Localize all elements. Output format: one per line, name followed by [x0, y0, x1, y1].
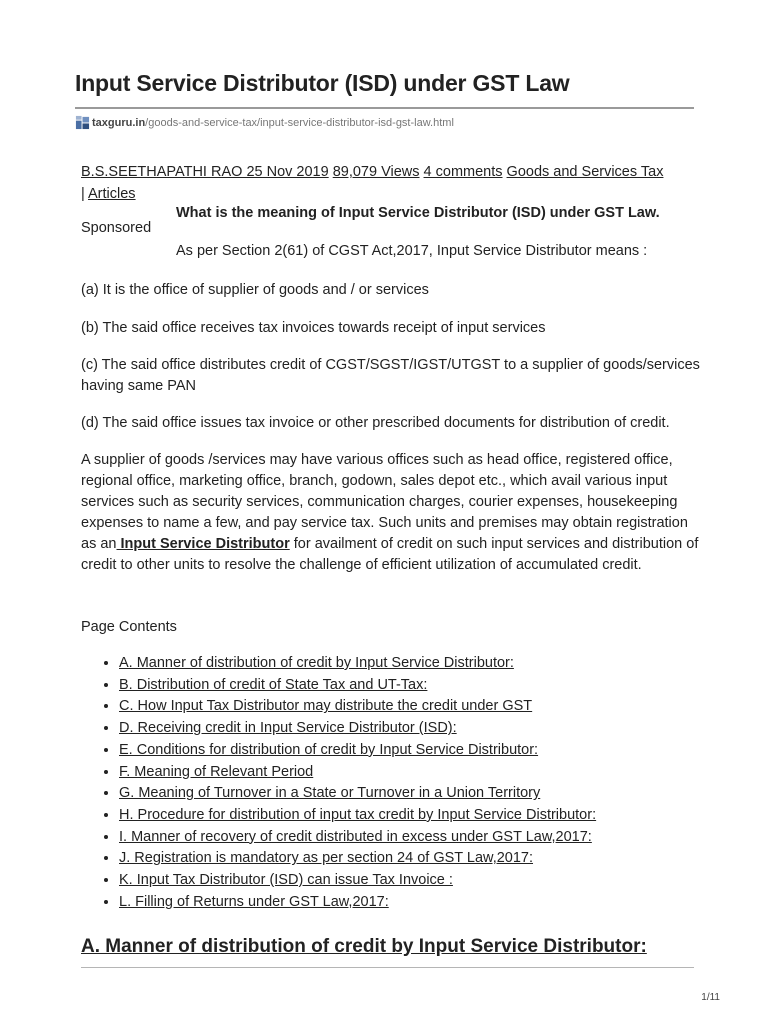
article-meta	[81, 161, 701, 205]
body-text-start: A supplier of goods /services may have various offices such as head office, registered office, regional office, marketing office, branch, godown, sales depot etc., which avail various input services such as security services, communication charges, courier expenses, housekeeping expenses to name a few, and pay service tax. Such units and premises may obtain registration as an	[81, 452, 688, 552]
page-contents-label: Page Contents	[81, 619, 177, 635]
section-heading-a: A. Manner of distribution of credit by Input Service Distributor:	[81, 936, 647, 957]
toc-link-d[interactable]: D. Receiving credit in Input Service Distributor (ISD):	[119, 720, 457, 737]
toc-item	[119, 870, 596, 892]
category-gst-link[interactable]: Goods and Services Tax	[506, 164, 664, 180]
toc-link-b[interactable]: B. Distribution of credit of State Tax and UT-Tax:	[119, 676, 428, 693]
point-d: (d) The said office issues tax invoice or other prescribed documents for distribution of credit.	[81, 415, 670, 431]
toc-item	[119, 848, 596, 870]
page-title: Input Service Distributor (ISD) under GST Law	[75, 70, 570, 96]
source-domain[interactable]: taxguru.in	[92, 116, 146, 129]
source-url[interactable]	[75, 115, 454, 130]
source-path[interactable]: /goods-and-service-tax/input-service-distributor-isd-gst-law.html	[145, 116, 454, 129]
toc-link-j[interactable]: J. Registration is mandatory as per section 24 of GST Law,2017:	[119, 850, 534, 867]
toc-link-l[interactable]: L. Filling of Returns under GST Law,2017:	[119, 893, 389, 910]
toc-link-e[interactable]: E. Conditions for distribution of credit by Input Service Distributor:	[119, 741, 539, 758]
toc-item	[119, 805, 596, 827]
point-b: (b) The said office receives tax invoices towards receipt of input services	[81, 320, 546, 336]
sponsored-label: Sponsored	[81, 220, 152, 236]
toc-link-f[interactable]: F. Meaning of Relevant Period	[119, 763, 314, 780]
toc-link-g[interactable]: G. Meaning of Turnover in a State or Turnover in a Union Territory	[119, 785, 541, 802]
toc-item	[119, 783, 596, 805]
toc-item	[119, 892, 596, 914]
isd-link[interactable]: Input Service Distributor	[116, 536, 290, 552]
toc-item	[119, 696, 596, 718]
question-heading: What is the meaning of Input Service Distributor (ISD) under GST Law.	[176, 205, 660, 221]
table-of-contents	[101, 653, 596, 913]
page-number: 1/11	[701, 992, 720, 1003]
toc-link-a[interactable]: A. Manner of distribution of credit by Input Service Distributor:	[119, 655, 514, 671]
point-a: (a) It is the office of supplier of goods and / or services	[81, 282, 429, 298]
toc-item	[119, 653, 596, 675]
title-divider	[75, 107, 694, 109]
toc-link-h[interactable]: H. Procedure for distribution of input tax credit by Input Service Distributor:	[119, 806, 597, 823]
toc-item	[119, 675, 596, 697]
author-link[interactable]: B.S.SEETHAPATHI RAO 25 Nov 2019	[81, 164, 329, 180]
body-text-end: for availment of credit on such input services and distribution of credit to other units to resolve the challenge of efficient utilization of accumulated credit.	[81, 536, 699, 573]
taxguru-favicon-icon	[75, 115, 90, 130]
intro-text: As per Section 2(61) of CGST Act,2017, Input Service Distributor means :	[176, 243, 648, 259]
section-divider	[81, 967, 694, 968]
toc-item	[119, 740, 596, 762]
toc-item	[119, 827, 596, 849]
body-paragraph	[81, 450, 701, 576]
category-articles-link[interactable]: Articles	[88, 186, 136, 202]
toc-link-k[interactable]: K. Input Tax Distributor (ISD) can issue Tax Invoice :	[119, 872, 453, 889]
point-c: (c) The said office distributes credit of CGST/SGST/IGST/UTGST to a supplier of goods/services having same PAN	[81, 357, 700, 394]
toc-link-i[interactable]: I. Manner of recovery of credit distributed in excess under GST Law,2017:	[119, 828, 592, 845]
views-link[interactable]: 89,079 Views	[332, 164, 420, 180]
category-separator: |	[81, 186, 85, 202]
toc-item	[119, 762, 596, 784]
toc-item	[119, 718, 596, 740]
toc-link-c[interactable]: C. How Input Tax Distributor may distribute the credit under GST	[119, 698, 533, 715]
comments-link[interactable]: 4 comments	[423, 164, 503, 180]
